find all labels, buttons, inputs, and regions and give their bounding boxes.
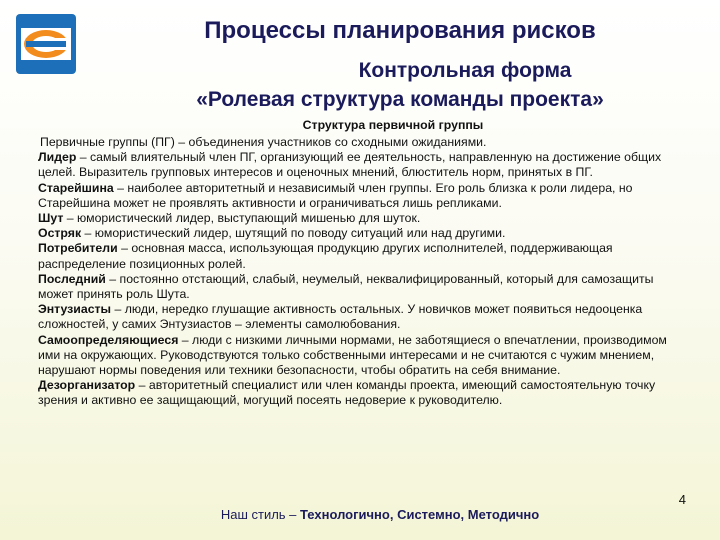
page-number: 4 xyxy=(678,492,686,507)
paragraph-last xyxy=(38,272,686,302)
slide-subtitle-line-2: «Ролевая структура команды проекта» xyxy=(196,88,604,111)
paragraph-consumers xyxy=(38,241,686,271)
paragraph-text: – авторитетный специалист или член команды проекта, имеющий самостоятельную точку зрения и активно ее защищающий, могущий посеять недоверие к руководителю. xyxy=(38,378,656,408)
paragraph-leader xyxy=(38,150,686,180)
slide-body xyxy=(38,118,686,409)
paragraph-text: – юмористический лидер, шутящий по поводу ситуаций или над другими. xyxy=(81,226,506,241)
paragraph-intro xyxy=(38,135,686,150)
paragraph-elder xyxy=(38,181,686,211)
paragraph-text: – самый влиятельный член ПГ, организующий ее деятельность, направленную на достижение общих целей. Выразитель групповых интересов и оценочных мнений, блюститель норм, принятых в ПГ. xyxy=(38,150,662,180)
paragraph-text: Первичные группы (ПГ) – объединения участников со сходными ожиданиями. xyxy=(40,135,487,149)
role-term: Самоопределяющиеся xyxy=(38,332,179,347)
slide-subtitle-line-1: Контрольная форма xyxy=(358,59,572,82)
paragraph-text: – основная масса, использующая продукцию других исполнителей, поддерживающая распределение позиционных ролей. xyxy=(38,241,613,271)
role-term: Дезорганизатор xyxy=(38,378,136,393)
section-heading: Структура первичной группы xyxy=(302,118,484,132)
paragraph-disorganizer xyxy=(38,378,686,408)
paragraph-wit xyxy=(38,226,686,241)
paragraph-text: – люди с низкими личными нормами, не заботящиеся о впечатлении, производимом ими на окружающих. Руководствуются только собственными интересами и не считаются с чужим мнением, нарушают нормы поведения или техники безопасности, чтобы обратить на себя внимание. xyxy=(38,332,667,378)
paragraph-self-determining xyxy=(38,333,686,379)
footer-motto: Технологично, Системно, Методично xyxy=(300,507,540,522)
role-term: Старейшина xyxy=(38,180,114,195)
role-term: Потребители xyxy=(38,241,118,256)
paragraph-text: – юмористический лидер, выступающий мишенью для шуток. xyxy=(63,211,421,226)
company-logo-icon xyxy=(16,14,76,74)
slide-footer xyxy=(0,507,720,522)
role-term: Остряк xyxy=(38,226,82,241)
paragraph-jester xyxy=(38,211,686,226)
paragraph-text: – наиболее авторитетный и независимый член группы. Его роль близка к роли лидера, но Старейшина может не проявлять активности и ограничиваться лишь репликами. xyxy=(38,180,633,210)
role-term: Шут xyxy=(38,211,64,226)
footer-prefix: Наш стиль – xyxy=(220,507,301,522)
role-term: Энтузиасты xyxy=(38,302,112,317)
role-term: Лидер xyxy=(38,150,77,165)
paragraph-enthusiasts xyxy=(38,302,686,332)
role-term: Последний xyxy=(38,271,106,286)
slide-title: Процессы планирования рисков xyxy=(204,17,596,44)
slide-header xyxy=(120,16,680,114)
paragraph-text: – люди, нередко глушащие активность остальных. У новичков может появиться недооценка сложностей, у самих Энтузиастов – элементы самолюбования. xyxy=(38,302,643,332)
paragraph-text: – постоянно отстающий, слабый, неумелый, неквалифицированный, который для самозащиты может принять роль Шута. xyxy=(38,271,654,302)
